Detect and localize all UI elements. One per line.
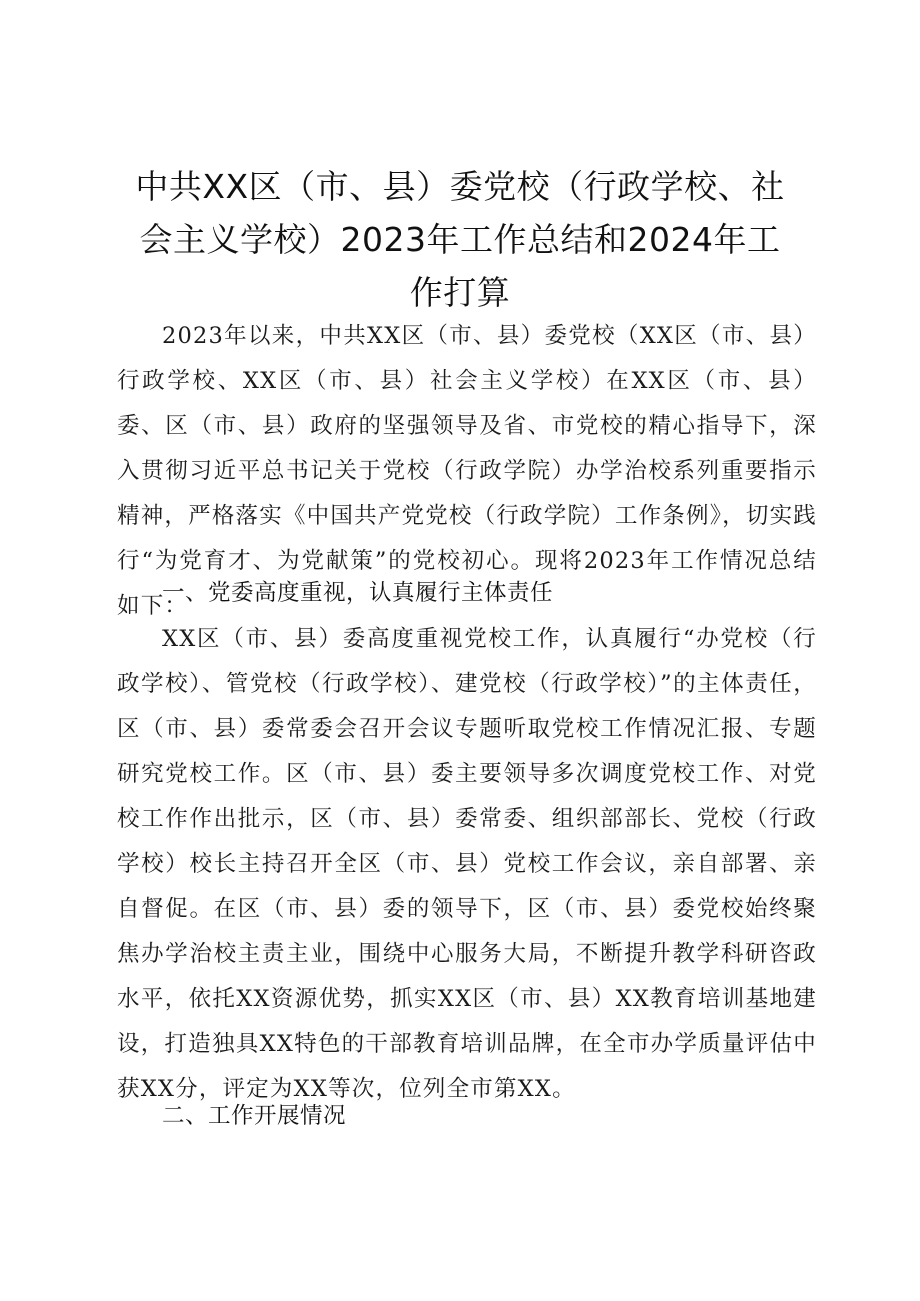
title-line-3: 作打算 [409,273,511,312]
section-heading-2: 二、工作开展情况 [162,1103,347,1129]
intro-paragraph: 2023年以来，中共XX区（市、县）委党校（XX区（市、县）行政学校、XX区（市、县）社会主义学校）在XX区（市、县）委、区（市、县）政府的坚强领导及省、市党校的精心指导下，深入贯彻习近平总书记关于党校（行政学院）办学治校系列重要指示精神，严格落实《中国共产党党校（行政学院）工作条例》，切实践行“为党育才、为党献策”的党校初心。现将2023年工作情况总结如下： [117,323,817,619]
document-title [110,160,810,319]
section-heading-1: 一、党委高度重视，认真履行主体责任 [162,580,554,606]
section-1-paragraph: XX区（市、县）委高度重视党校工作，认真履行“办党校（行政学校）、管党校（行政学校）、建党校（行政学校）”的主体责任，区（市、县）委常委会召开会议专题听取党校工作情况汇报、专题研究党校工作。区（市、县）委主要领导多次调度党校工作、对党校工作作出批示，区（市、县）委常委、组织部部长、党校（行政学校）校长主持召开全区（市、县）党校工作会议，亲自部署、亲自督促。在区（市、县）委的领导下，区（市、县）委党校始终聚焦办学治校主责主业，围绕中心服务大局，不断提升教学科研咨政水平，依托XX资源优势，抓实XX区（市、县）XX教育培训基地建设，打造独具XX特色的干部教育培训品牌，在全市办学质量评估中获XX分，评定为XX等次，位列全市第XX。 [117,626,817,1102]
title-line-2: 会主义学校）2023年工作总结和2024年工 [139,220,781,259]
title-line-1: 中共XX区（市、县）委党校（行政学校、社 [135,167,785,206]
